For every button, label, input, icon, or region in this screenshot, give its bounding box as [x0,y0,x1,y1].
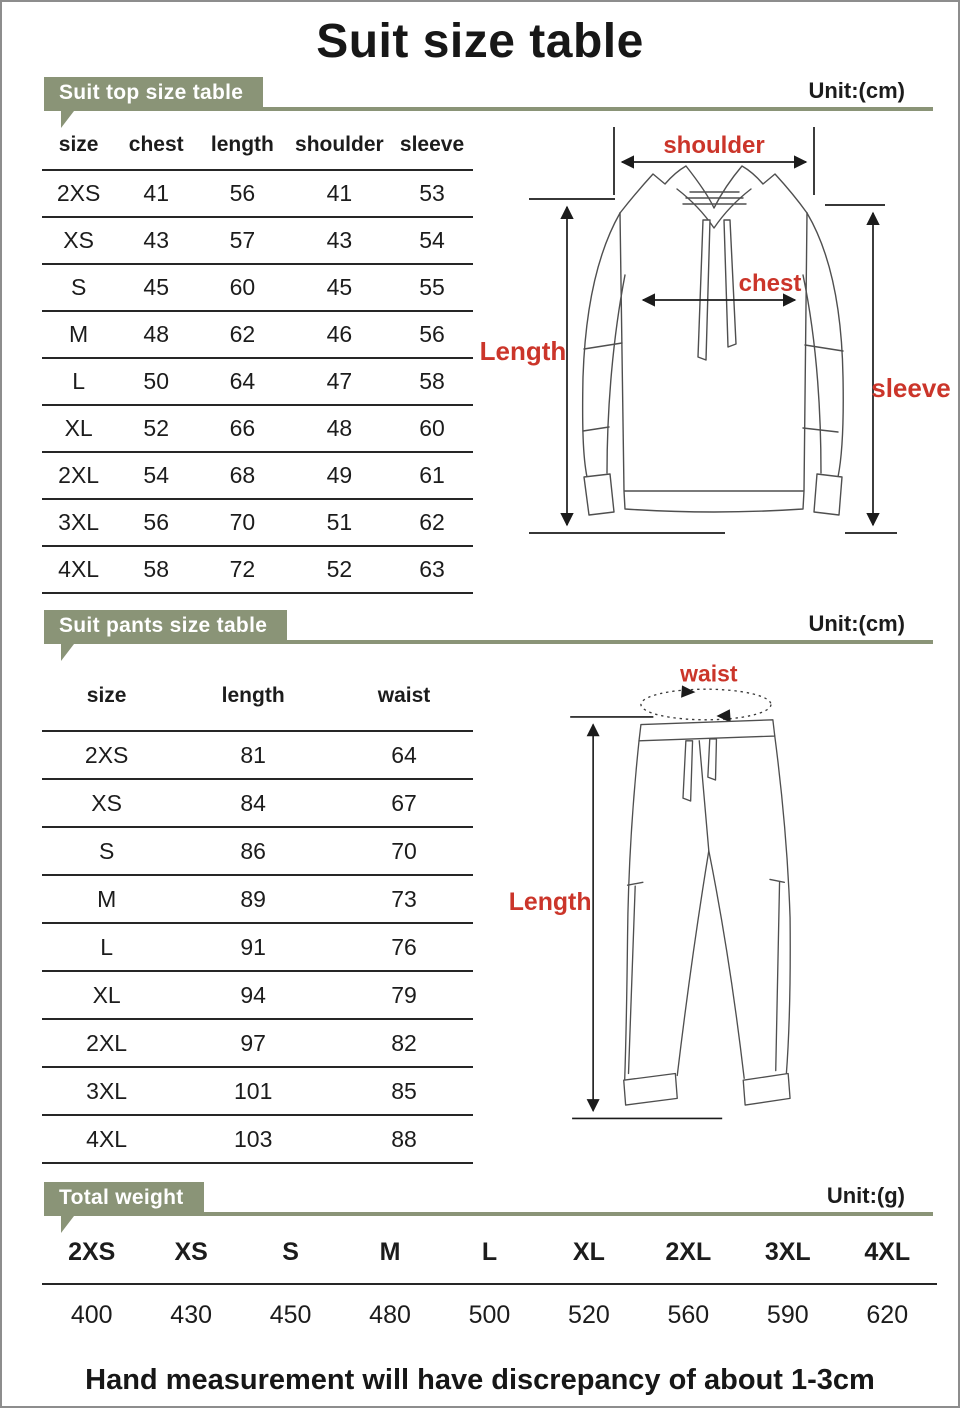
table-row [42,546,473,593]
value-cell: 60 [391,405,473,452]
value-cell: 41 [115,170,197,217]
value-cell: 590 [766,1301,809,1329]
value-cell: 48 [288,405,391,452]
table-row [42,875,473,923]
value-cell: 46 [288,311,391,358]
size-cell: 400 [70,1301,113,1329]
value-cell: 85 [335,1067,473,1115]
value-cell: 41 [288,170,391,217]
chest-label: chest [738,270,802,297]
value-cell: 60 [197,264,288,311]
table-row [42,217,473,264]
column-header: sleeve [391,127,473,170]
value-cell: 64 [197,358,288,405]
banner-tail [61,644,74,661]
column-header: size [42,668,171,731]
value-cell: 81 [171,731,335,779]
pants-size-table [42,668,473,1164]
header-row [42,127,473,170]
value-cell: 45 [115,264,197,311]
value-cell: 52 [288,546,391,593]
top-size-table [42,127,473,594]
pants-section-body [42,650,958,1164]
table-row [42,264,473,311]
value-cell: 52 [115,405,197,452]
banner-tail [61,1216,74,1233]
length-measure-arrow [570,717,722,1119]
banner-tail [61,111,74,128]
top-section-body [42,117,958,594]
size-cell: XL [42,971,171,1019]
value-cell: 70 [335,827,473,875]
value-cell: 73 [335,875,473,923]
total-weight-table [42,1224,937,1330]
value-cell: 70 [197,499,288,546]
pants-section-header [44,610,933,644]
table-row [42,1019,473,1067]
weight-unit-label: Unit:(g) [826,1183,905,1208]
column-header: chest [115,127,197,170]
column-header: length [197,127,288,170]
column-header: M [340,1224,439,1284]
value-cell: 89 [171,875,335,923]
weight-section-banner: Total weight [44,1182,204,1216]
column-header: 2XL [639,1224,738,1284]
column-header: shoulder [288,127,391,170]
table-row [42,452,473,499]
value-cell: 62 [197,311,288,358]
value-cell: 88 [335,1115,473,1163]
value-cell: 103 [171,1115,335,1163]
size-cell: S [42,827,171,875]
value-cell: 450 [269,1301,312,1329]
value-cell: 61 [391,452,473,499]
sleeve-label: sleeve [871,373,951,403]
size-cell: 3XL [42,1067,171,1115]
value-cell: 94 [171,971,335,1019]
value-cell: 86 [171,827,335,875]
column-header: L [440,1224,539,1284]
column-header: size [42,127,115,170]
value-cell: 79 [335,971,473,1019]
size-cell: XL [42,405,115,452]
size-cell: 2XL [42,1019,171,1067]
pants-diagram [473,650,958,1128]
length-label: Length [508,889,592,917]
pants-section-banner: Suit pants size table [44,610,287,644]
header-row [42,1224,937,1284]
value-cell: 68 [197,452,288,499]
column-header: 3XL [738,1224,837,1284]
weight-section-header [44,1182,933,1216]
size-cell: M [42,875,171,923]
table-row [42,731,473,779]
value-cell: 45 [288,264,391,311]
value-cell: 54 [391,217,473,264]
size-cell: S [42,264,115,311]
top-section-header [44,77,933,111]
pants-unit-label: Unit:(cm) [808,611,905,636]
value-cell: 48 [115,311,197,358]
value-cell: 101 [171,1067,335,1115]
table-row [42,779,473,827]
value-cell: 67 [335,779,473,827]
size-cell: XS [42,779,171,827]
table-row [42,405,473,452]
value-cell: 480 [369,1301,411,1329]
column-header: waist [335,668,473,731]
value-cell: 56 [115,499,197,546]
shoulder-label: shoulder [663,132,765,159]
value-cell: 53 [391,170,473,217]
top-unit-label: Unit:(cm) [808,78,905,103]
size-cell: 4XL [42,546,115,593]
size-cell: 2XL [42,452,115,499]
value-cell: 97 [171,1019,335,1067]
waist-measure-ellipse [641,685,771,722]
value-cell: 58 [391,358,473,405]
table-row [42,1115,473,1163]
value-cell: 51 [288,499,391,546]
value-cell: 56 [391,311,473,358]
waist-label: waist [680,660,738,687]
value-cell: 91 [171,923,335,971]
value-cell: 62 [391,499,473,546]
value-cell: 63 [391,546,473,593]
value-cell: 620 [866,1301,909,1329]
value-cell: 500 [468,1301,511,1329]
column-header: XL [539,1224,638,1284]
column-header: length [171,668,335,731]
value-cell: 56 [197,170,288,217]
table-row [42,358,473,405]
header-row [42,668,473,731]
table-row [42,971,473,1019]
value-cell: 43 [288,217,391,264]
size-cell: 3XL [42,499,115,546]
value-cell: 64 [335,731,473,779]
value-cell: 49 [288,452,391,499]
table-row [42,827,473,875]
value-cell: 57 [197,217,288,264]
size-cell: 2XS [42,731,171,779]
value-cell: 43 [115,217,197,264]
length-label: Length [479,336,567,366]
value-cell: 82 [335,1019,473,1067]
pants-outline [624,720,791,1105]
size-cell: XS [42,217,115,264]
value-cell: 58 [115,546,197,593]
size-cell: 2XS [42,170,115,217]
value-cell: 50 [115,358,197,405]
table-row [42,923,473,971]
value-cell: 430 [170,1301,213,1329]
column-header: 4XL [838,1224,938,1284]
hoodie-diagram [473,117,958,569]
table-row [42,1067,473,1115]
table-row [42,499,473,546]
column-header: S [241,1224,340,1284]
hoodie-outline [583,166,844,515]
length-measure-arrow [529,199,725,533]
size-cell: L [42,358,115,405]
size-cell: 4XL [42,1115,171,1163]
top-section-banner: Suit top size table [44,77,263,111]
table-row [42,170,473,217]
column-header: XS [141,1224,240,1284]
footer-note: Hand measurement will have discrepancy of about 1-3cm [85,1364,875,1396]
value-cell: 560 [667,1301,710,1329]
value-cell: 66 [197,405,288,452]
value-cell: 520 [568,1301,610,1329]
size-cell: L [42,923,171,971]
table-row [42,1284,937,1330]
value-cell: 47 [288,358,391,405]
size-cell: M [42,311,115,358]
value-cell: 54 [115,452,197,499]
table-row [42,311,473,358]
page-title: Suit size table [316,15,644,68]
column-header: 2XS [42,1224,141,1284]
value-cell: 72 [197,546,288,593]
value-cell: 55 [391,264,473,311]
value-cell: 76 [335,923,473,971]
value-cell: 84 [171,779,335,827]
